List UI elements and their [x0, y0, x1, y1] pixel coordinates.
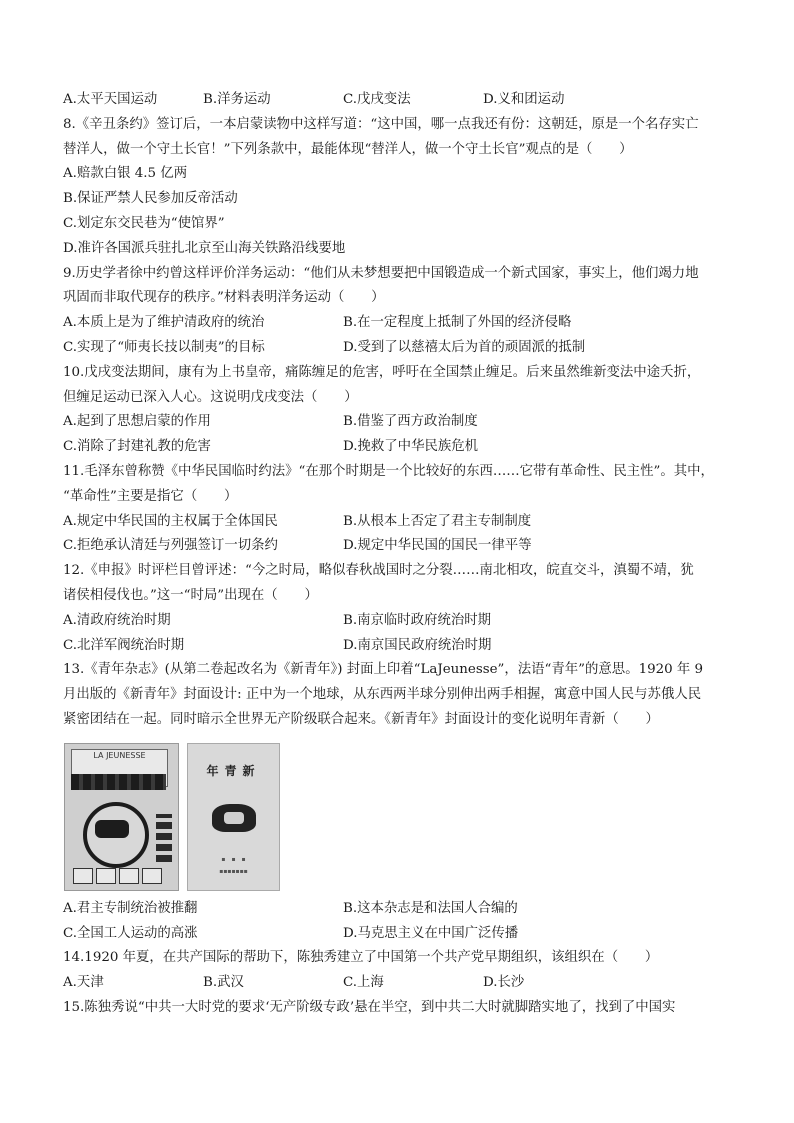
cover-crowd-graphic	[71, 774, 166, 790]
la-jeunesse-cover-image	[64, 743, 179, 891]
handshake-graphic	[95, 820, 129, 838]
q11-stem-2: “革命性”主要是指它（ ）	[63, 488, 238, 504]
q11-option-c: C.拒绝承认清廷与列强签订一切条约	[63, 538, 278, 554]
q12-option-b: B.南京临时政府统治时期	[343, 612, 492, 628]
q7-option-a: A.太平天国运动	[63, 92, 158, 107]
exam-page	[63, 88, 743, 1021]
q14-option-c: C.上海	[343, 975, 384, 991]
q9-options-row-2	[63, 336, 743, 361]
q12-option-a: A.清政府统治时期	[63, 612, 171, 628]
q14-stem-1: 14.1920 年夏，在共产国际的帮助下，陈独秀建立了中国第一个共产党早期组织，该组织在（ ）	[63, 950, 659, 966]
q10-stem-2: 但缠足运动已深入人心。这说明戊戌变法（ ）	[63, 389, 358, 405]
q8-option-c: C.划定东交民巷为“使馆界”	[63, 215, 225, 231]
q14-option-d: D.长沙	[483, 975, 525, 991]
q13-figure	[64, 743, 743, 889]
q13-options-row-1	[63, 897, 743, 922]
q14-option-a: A.天津	[63, 975, 104, 991]
q10-option-d: D.挽救了中华民族危机	[343, 439, 479, 455]
q13-stem-3: 紧密团结在一起。同时暗示全世界无产阶级联合起来。《新青年》封面设计的变化说明年青新（ ）	[63, 711, 659, 727]
q7-option-c: C.戊戌变法	[343, 92, 411, 107]
q9-option-d: D.受到了以慈禧太后为首的顽固派的抵制	[343, 339, 586, 355]
q13-options-row-2	[63, 922, 743, 947]
cover-small-print-graphic: ▪ ▪ ▪	[221, 855, 246, 863]
q13-stem-2: 月出版的《新青年》封面设计: 正中为一个地球，从东西两半球分别伸出两手相握，寓意中国人民与苏俄人民	[63, 687, 702, 703]
q12-option-c: C.北洋军阀统治时期	[63, 637, 185, 653]
q11-option-b: B.从根本上否定了君主专制制度	[343, 513, 532, 529]
q10-option-a: A.起到了思想启蒙的作用	[63, 414, 211, 430]
q10-option-b: B.借鉴了西方政治制度	[343, 414, 478, 430]
q11-options-row-2	[63, 534, 743, 559]
q9-option-a: A.本质上是为了维护清政府的统治	[63, 315, 265, 331]
q13-stem-1: 13.《青年杂志》(从第二卷起改名为《新青年》) 封面上印着“LaJeunesse”，法语“青年”的意思。1920 年 9	[63, 662, 704, 678]
q12-stem-1: 12.《申报》时评栏目曾评述：“今之时局，略似春秋战国时之分裂……南北相攻，皖直交斗，滇蜀不靖，犹	[63, 563, 694, 579]
cover-side-title-graphic	[156, 814, 172, 862]
q9-options-row-1	[63, 311, 743, 336]
q9-option-b: B.在一定程度上抵制了外国的经济侵略	[343, 315, 572, 331]
q11-option-a: A.规定中华民国的主权属于全体国民	[63, 513, 278, 529]
new-youth-cover-image	[187, 743, 280, 891]
q9-stem-1: 9.历史学者徐中约曾这样评价洋务运动：“他们从未梦想要把中国锻造成一个新式国家，事实上，他们竭力地	[63, 265, 699, 281]
q7-option-d: D.义和团运动	[483, 92, 565, 107]
new-youth-cover-title: 年青新	[206, 763, 261, 778]
q13-option-c: C.全国工人运动的高涨	[63, 925, 198, 941]
q8-stem-2: 替洋人，做一个守土长官！”下列条款中，最能体现“替洋人，做一个守土长官”观点的是（ ）	[63, 141, 633, 157]
q13-option-b: B.这本杂志是和法国人合编的	[343, 900, 518, 916]
q13-option-d: D.马克思主义在中国广泛传播	[343, 925, 519, 941]
q10-options-row-1	[63, 410, 743, 435]
q12-stem-2: 诸侯相侵伐也。”这一“时局”出现在（ ）	[63, 587, 318, 603]
q8-option-d: D.准许各国派兵驻扎北京至山海关铁路沿线要地	[63, 240, 346, 256]
q11-options-row-1	[63, 510, 743, 535]
cover-footer-boxes	[73, 868, 162, 884]
q11-option-d: D.规定中华民国的国民一律平等	[343, 538, 532, 554]
handshake-emblem-graphic	[212, 804, 256, 832]
q12-options-row-1	[63, 609, 743, 634]
q7-option-b: B.洋务运动	[203, 92, 271, 107]
q15-stem-1: 15.陈独秀说“中共一大时党的要求‘无产阶级专政’悬在半空，到中共二大时就脚踏实地了，找到了中国实	[63, 999, 676, 1015]
q14-options	[63, 971, 743, 996]
q9-option-c: C.实现了“师夷长技以制夷”的目标	[63, 339, 265, 355]
q8-option-a: A.赔款白银 4.5 亿两	[63, 166, 188, 182]
q12-option-d: D.南京国民政府统治时期	[343, 637, 492, 653]
cover-small-print-graphic-2: ▪▪▪▪▪▪▪	[219, 867, 248, 875]
q14-option-b: B.武汉	[203, 975, 244, 991]
q7-options	[63, 88, 743, 113]
q12-options-row-2	[63, 634, 743, 659]
q8-stem-1: 8.《辛丑条约》签订后，一本启蒙读物中这样写道：“这中国，哪一点我还有份：这朝廷，原是一个名存实亡	[63, 116, 699, 132]
q10-option-c: C.消除了封建礼教的危害	[63, 439, 211, 455]
q10-options-row-2	[63, 435, 743, 460]
q11-stem-1: 11.毛泽东曾称赞《中华民国临时约法》“在那个时期是一个比较好的东西……它带有革命性、民主性”。其中，	[63, 463, 714, 479]
q13-option-a: A.君主专制统治被推翻	[63, 900, 198, 916]
cover-banner-text: LA JEUNESSE	[71, 749, 168, 787]
q9-stem-2: 巩固而非取代现存的秩序。”材料表明洋务运动（ ）	[63, 290, 385, 306]
q8-option-b: B.保证严禁人民参加反帝活动	[63, 191, 238, 207]
q10-stem-1: 10.戊戌变法期间，康有为上书皇帝，痛陈缠足的危害，呼吁在全国禁止缠足。后来虽然维新变法中途夭折，	[63, 364, 701, 380]
